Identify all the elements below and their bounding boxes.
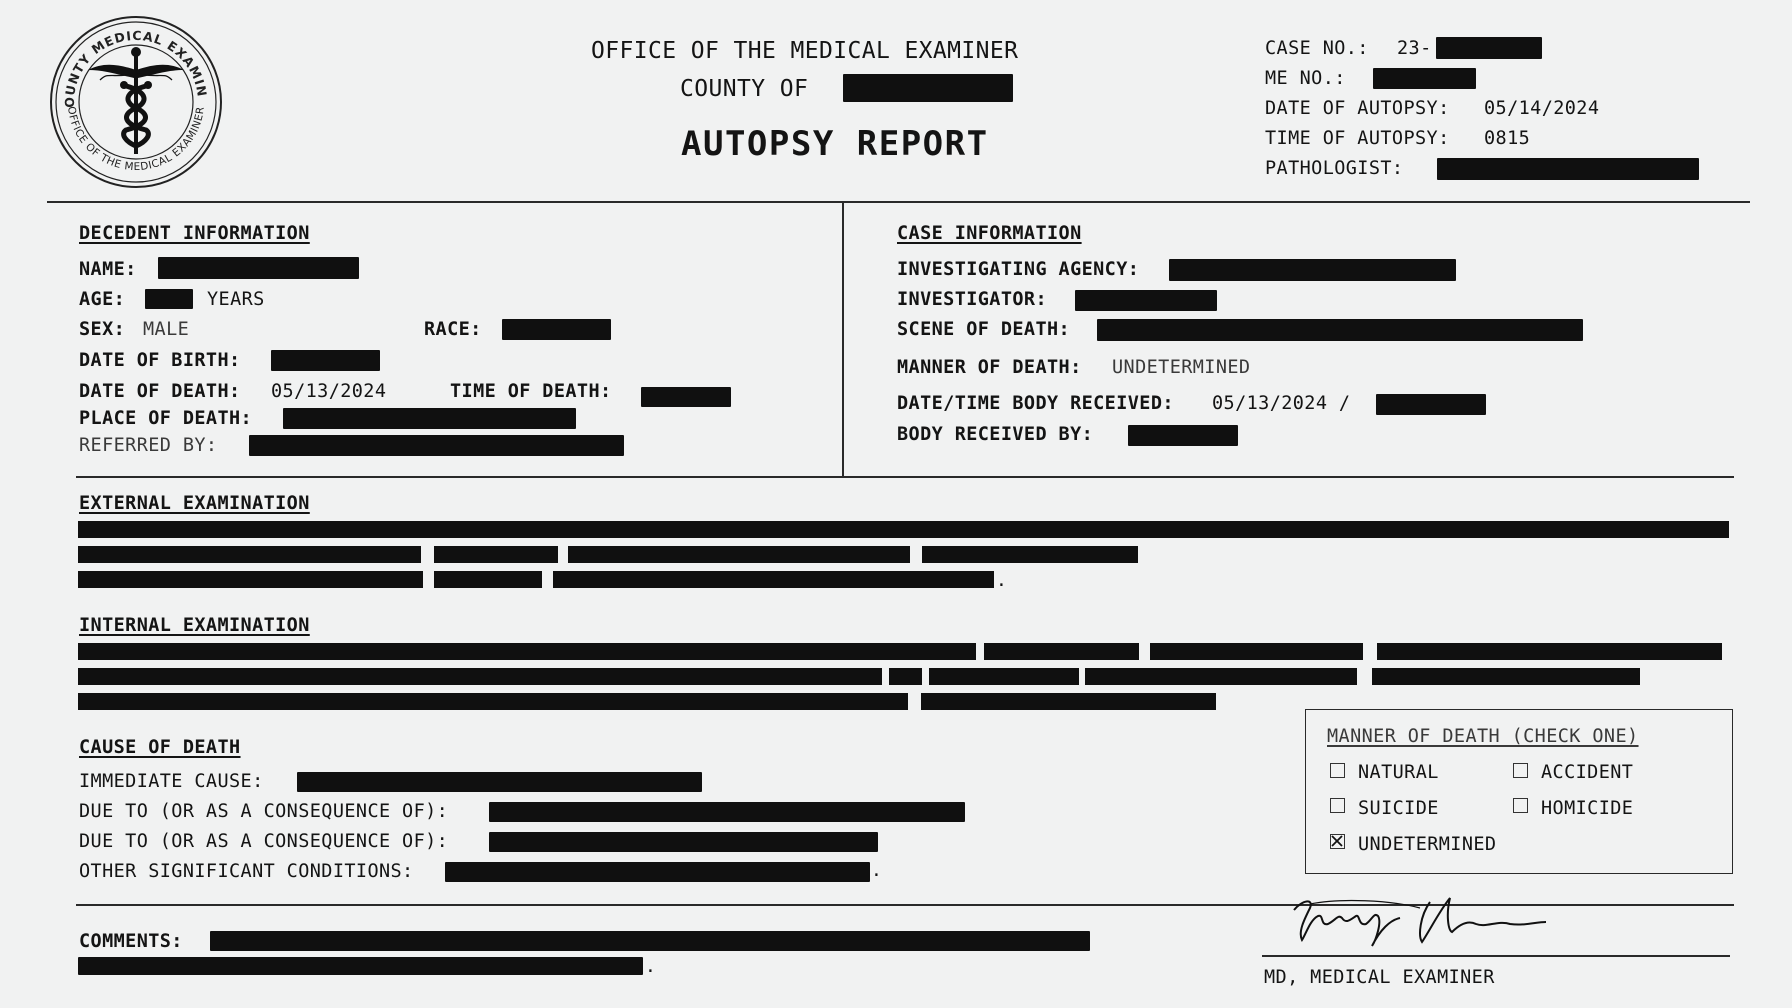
external-redaction-line-2d	[922, 546, 1138, 563]
manner-label: MANNER OF DEATH:	[897, 357, 1082, 378]
external-period: .	[996, 570, 1007, 591]
signature-scribble	[1280, 880, 1560, 960]
place-redaction	[283, 408, 576, 429]
agency-label: INVESTIGATING AGENCY:	[897, 259, 1140, 280]
seal-bottom-text: OFFICE OF THE MEDICAL EXAMINER	[65, 105, 207, 174]
investigator-redaction	[1075, 290, 1217, 311]
other-conditions-label: OTHER SIGNIFICANT CONDITIONS:	[79, 861, 414, 882]
sex-label: SEX:	[79, 319, 126, 340]
natural-label: NATURAL	[1358, 762, 1439, 783]
internal-heading: INTERNAL EXAMINATION	[79, 615, 310, 636]
received-value: 05/13/2024 /	[1212, 393, 1351, 414]
homicide-checkbox[interactable]	[1513, 798, 1528, 813]
scene-label: SCENE OF DEATH:	[897, 319, 1071, 340]
sex-value: MALE	[143, 319, 190, 340]
internal-redaction-line-1d	[1377, 643, 1722, 660]
case-no-redaction	[1436, 37, 1542, 59]
referred-redaction	[249, 435, 624, 456]
external-redaction-line-3a	[78, 571, 423, 588]
internal-redaction-line-3b	[921, 693, 1216, 710]
external-redaction-line-3c	[553, 571, 994, 588]
due-to-2-label: DUE TO (OR AS A CONSEQUENCE OF):	[79, 831, 449, 852]
due-to-1-redaction	[489, 802, 965, 822]
agency-redaction	[1169, 259, 1456, 281]
office-title: OFFICE OF THE MEDICAL EXAMINER	[591, 38, 1019, 64]
age-label: AGE:	[79, 289, 126, 310]
tod-redaction	[641, 387, 731, 407]
autopsy-date-value: 05/14/2024	[1484, 98, 1600, 119]
age-unit: YEARS	[207, 289, 265, 310]
natural-checkbox[interactable]	[1330, 763, 1345, 778]
report-title: AUTOPSY REPORT	[681, 124, 989, 164]
undetermined-checkbox[interactable]	[1330, 834, 1345, 849]
me-no-label: ME NO.:	[1265, 68, 1346, 89]
dob-redaction	[271, 350, 380, 371]
seal-top-text: OUNTY MEDICAL EXAMIN	[61, 27, 210, 108]
homicide-label: HOMICIDE	[1541, 798, 1634, 819]
received-label: DATE/TIME BODY RECEIVED:	[897, 393, 1174, 414]
race-redaction	[502, 319, 611, 340]
me-no-redaction	[1373, 68, 1476, 89]
internal-redaction-line-2a	[78, 668, 882, 685]
due-to-2-redaction	[489, 832, 878, 852]
external-heading: EXTERNAL EXAMINATION	[79, 493, 310, 514]
column-divider	[842, 203, 844, 477]
internal-redaction-line-2c	[929, 668, 1079, 685]
external-redaction-line-1	[78, 521, 1729, 538]
manner-value: UNDETERMINED	[1112, 357, 1251, 378]
county-redaction	[843, 74, 1013, 102]
case-info-heading: CASE INFORMATION	[897, 223, 1082, 244]
received-by-label: BODY RECEIVED BY:	[897, 424, 1094, 445]
due-to-1-label: DUE TO (OR AS A CONSEQUENCE OF):	[79, 801, 449, 822]
received-time-redaction	[1376, 394, 1486, 415]
internal-redaction-line-2e	[1372, 668, 1640, 685]
suicide-label: SUICIDE	[1358, 798, 1439, 819]
case-no-prefix: 23-	[1397, 38, 1432, 59]
internal-redaction-line-2d	[1085, 668, 1357, 685]
comments-redaction-line-1	[210, 931, 1090, 951]
external-redaction-line-2c	[568, 546, 910, 563]
age-redaction	[145, 289, 193, 309]
internal-redaction-line-1b	[984, 643, 1139, 660]
decedent-heading: DECEDENT INFORMATION	[79, 223, 310, 244]
checkmark-x-icon	[1331, 835, 1343, 847]
other-conditions-redaction	[445, 862, 870, 882]
scene-redaction	[1097, 319, 1583, 341]
header-divider	[47, 201, 1750, 203]
received-by-redaction	[1128, 425, 1238, 446]
internal-redaction-line-1c	[1150, 643, 1363, 660]
internal-redaction-line-3a	[78, 693, 908, 710]
comments-label: COMMENTS:	[79, 931, 183, 952]
immediate-cause-redaction	[297, 772, 702, 792]
external-redaction-line-3b	[434, 571, 542, 588]
pathologist-label: PATHOLOGIST:	[1265, 158, 1404, 179]
dob-label: DATE OF BIRTH:	[79, 350, 241, 371]
county-label: COUNTY OF	[680, 76, 809, 102]
external-redaction-line-2a	[78, 546, 421, 563]
external-redaction-line-2b	[434, 546, 558, 563]
autopsy-date-label: DATE OF AUTOPSY:	[1265, 98, 1450, 119]
name-label: NAME:	[79, 259, 137, 280]
pathologist-redaction	[1437, 158, 1699, 180]
accident-checkbox[interactable]	[1513, 763, 1528, 778]
tod-label: TIME OF DEATH:	[450, 381, 612, 402]
referred-label: REFERRED BY:	[79, 435, 218, 456]
accident-label: ACCIDENT	[1541, 762, 1634, 783]
signature-title: MD, MEDICAL EXAMINER	[1264, 967, 1495, 988]
signature-line	[1262, 955, 1730, 957]
place-label: PLACE OF DEATH:	[79, 408, 253, 429]
race-label: RACE:	[424, 319, 482, 340]
manner-box-title: MANNER OF DEATH (CHECK ONE)	[1327, 726, 1639, 747]
info-divider	[76, 476, 1734, 478]
undetermined-label: UNDETERMINED	[1358, 834, 1497, 855]
suicide-checkbox[interactable]	[1330, 798, 1345, 813]
cause-heading: CAUSE OF DEATH	[79, 737, 241, 758]
other-conditions-period: .	[871, 860, 882, 881]
dod-value: 05/13/2024	[271, 381, 387, 402]
internal-redaction-line-2b	[889, 668, 922, 685]
investigator-label: INVESTIGATOR:	[897, 289, 1047, 310]
comments-redaction-line-2	[78, 957, 643, 975]
county-seal	[48, 14, 224, 190]
dod-label: DATE OF DEATH:	[79, 381, 241, 402]
autopsy-time-label: TIME OF AUTOPSY:	[1265, 128, 1450, 149]
case-no-label: CASE NO.:	[1265, 38, 1369, 59]
internal-redaction-line-1a	[78, 643, 976, 660]
immediate-cause-label: IMMEDIATE CAUSE:	[79, 771, 264, 792]
autopsy-time-value: 0815	[1484, 128, 1531, 149]
comments-period: .	[645, 956, 656, 977]
name-redaction	[158, 257, 359, 279]
